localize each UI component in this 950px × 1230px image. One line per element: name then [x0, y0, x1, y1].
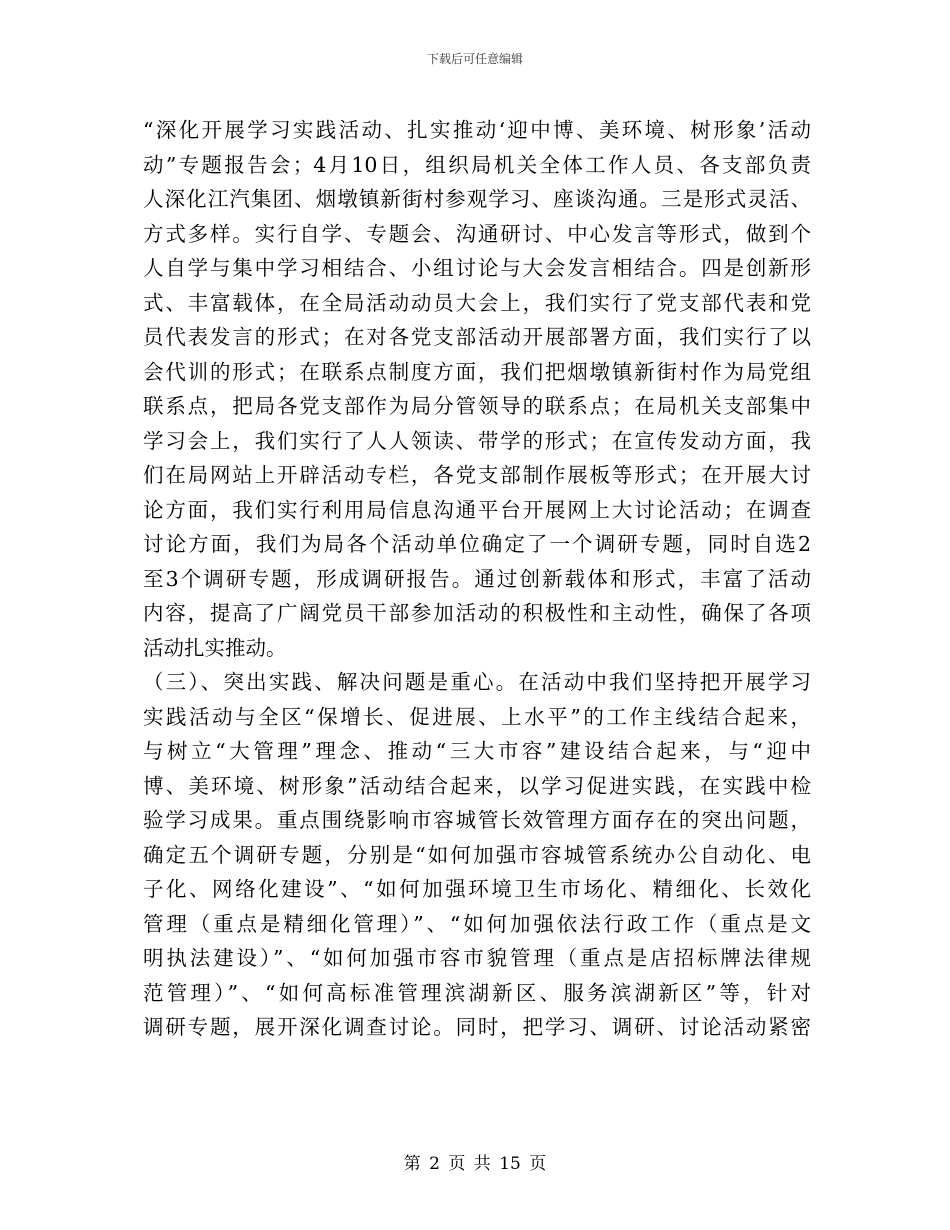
body-line: 实践活动与全区“保增长、促进展、上水平”的工作主线结合起来， — [143, 704, 811, 729]
body-line: 动”专题报告会；4月10日，组织局机关全体工作人员、各支部负责 — [143, 152, 811, 177]
body-line: 员代表发言的形式；在对各党支部活动开展部署方面，我们实行了以 — [143, 325, 811, 349]
body-line: 人深化江汽集团、烟墩镇新街村参观学习、座谈沟通。三是形式灵活、 — [143, 187, 811, 211]
body-line: 论方面，我们实行利用局信息沟通平台开展网上大讨论活动；在调查 — [143, 497, 811, 522]
body-line: 式、丰富载体，在全局活动动员大会上，我们实行了党支部代表和党 — [143, 290, 811, 315]
body-line: （三）、突出实践、解决问题是重心。在活动中我们坚持把开展学习 — [143, 670, 811, 694]
body-line: 明执法建设）”、“如何加强市容市貌管理（重点是店招标牌法律规 — [143, 946, 811, 970]
body-line: 调研专题，展开深化调查讨论。同时，把学习、调研、讨论活动紧密 — [143, 1015, 811, 1039]
body-line: 博、美环境、树形象”活动结合起来，以学习促进实践，在实践中检 — [143, 773, 811, 798]
body-line: 至3个调研专题，形成调研报告。通过创新载体和形式，丰富了活动 — [143, 566, 811, 591]
body-line: 们在局网站上开辟活动专栏，各党支部制作展板等形式；在开展大讨 — [143, 463, 811, 487]
document-body — [143, 113, 811, 1045]
body-line: 确定五个调研专题，分别是“如何加强市容城管系统办公自动化、电 — [143, 842, 811, 867]
body-line: 活动扎实推动。 — [143, 635, 287, 660]
body-line: 范管理）”、“如何高标准管理滨湖新区、服务滨湖新区”等，针对 — [143, 980, 811, 1005]
body-line: 人自学与集中学习相结合、小组讨论与大会发言相结合。四是创新形 — [143, 256, 811, 280]
body-line: 会代训的形式；在联系点制度方面，我们把烟墩镇新街村作为局党组 — [143, 359, 811, 384]
body-line: 验学习成果。重点围绕影响市容城管长效管理方面存在的突出问题， — [143, 808, 811, 832]
page-header-note: 下载后可任意编辑 — [426, 52, 523, 66]
body-line: 联系点，把局各党支部作为局分管领导的联系点；在局机关支部集中 — [143, 394, 811, 418]
body-line: 学习会上，我们实行了人人领读、带学的形式；在宣传发动方面，我 — [143, 428, 811, 453]
body-line: 讨论方面，我们为局各个活动单位确定了一个调研专题，同时自选2 — [143, 532, 811, 556]
body-line: 方式多样。实行自学、专题会、沟通研讨、中心发言等形式，做到个 — [143, 221, 811, 246]
page-number-footer: 第 2 页 共 15 页 — [403, 1154, 547, 1174]
body-line: 管理（重点是精细化管理）”、“如何加强依法行政工作（重点是文 — [143, 911, 811, 936]
body-line: 子化、网络化建设”、“如何加强环境卫生市场化、精细化、长效化 — [143, 877, 811, 901]
body-line: 与树立“大管理”理念、推动“三大市容”建设结合起来，与“迎中 — [143, 739, 811, 763]
body-line: 内容，提高了广阔党员干部参加活动的积极性和主动性，确保了各项 — [143, 601, 811, 625]
body-line: “深化开展学习实践活动、扎实推动‘迎中博、美环境、树形象’活动 — [143, 118, 811, 142]
